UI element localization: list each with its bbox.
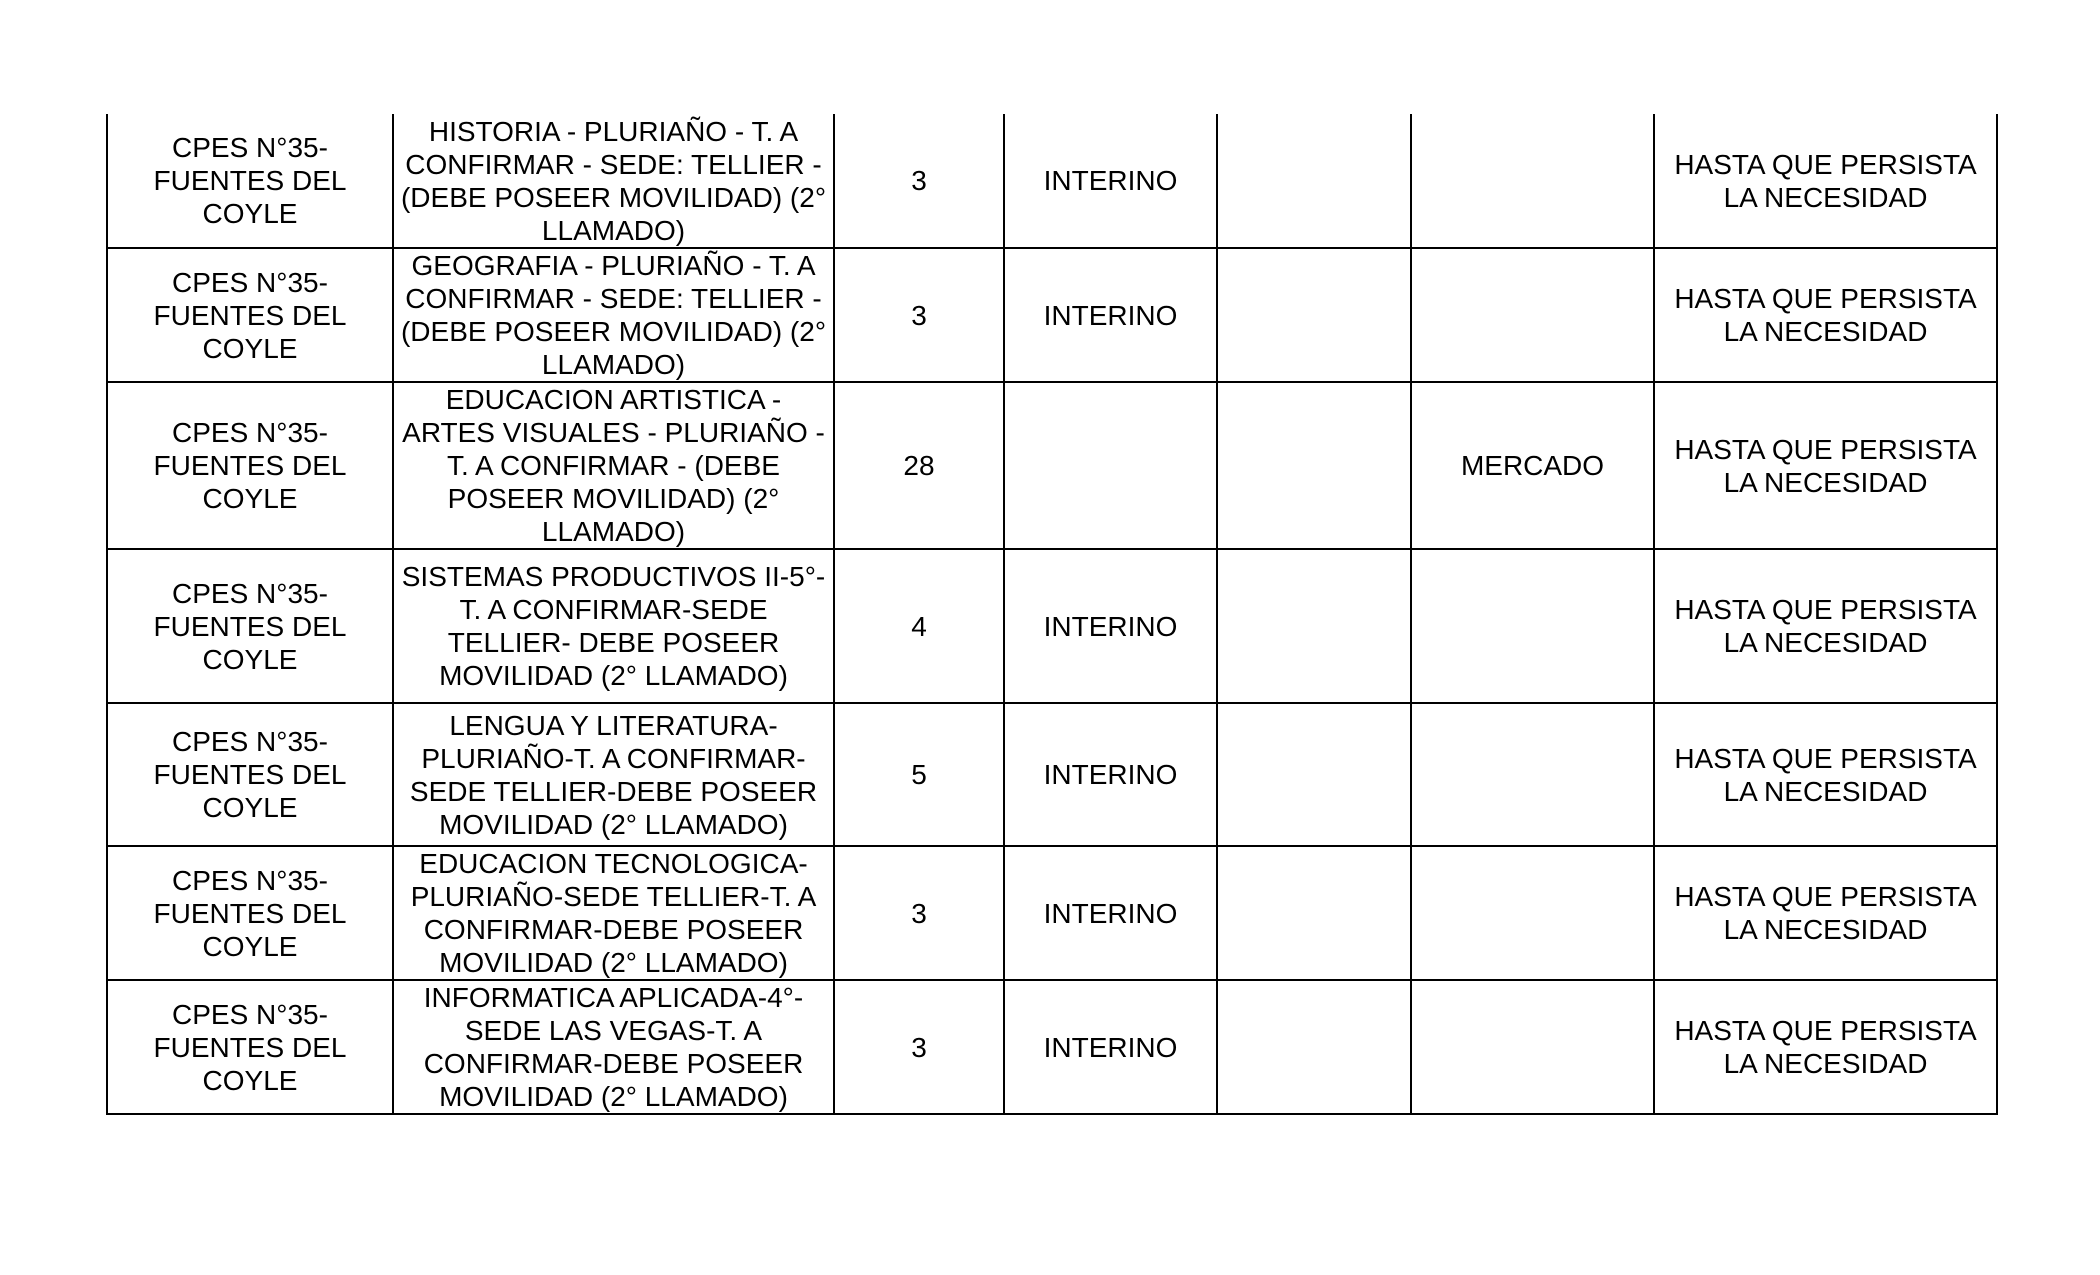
subject-cell: LENGUA Y LITERATURA- PLURIAÑO-T. A CONFIRMAR- SEDE TELLIER-DEBE POSEER MOVILIDAD (2° LLAMADO)	[393, 703, 834, 846]
subject-cell: EDUCACION ARTISTICA - ARTES VISUALES - PLURIAÑO - T. A CONFIRMAR - (DEBE POSEER MOVILIDAD) (2° LLAMADO)	[393, 382, 834, 549]
shift-cell	[1217, 703, 1411, 846]
extra-cell	[1411, 114, 1654, 248]
until-cell	[1654, 382, 1997, 549]
until-text: HASTA QUE PERSISTA LA NECESIDAD	[1674, 1015, 1977, 1079]
school-cell	[107, 248, 393, 382]
extra-cell	[1411, 703, 1654, 846]
shift-cell	[1217, 248, 1411, 382]
hours-cell: 4	[834, 549, 1004, 703]
school-text: CPES N°35- FUENTES DEL COYLE	[153, 266, 347, 364]
type-cell: INTERINO	[1004, 114, 1217, 248]
hours-cell: 3	[834, 248, 1004, 382]
type-cell: INTERINO	[1004, 846, 1217, 980]
shift-cell	[1217, 114, 1411, 248]
until-cell	[1654, 549, 1997, 703]
until-text: HASTA QUE PERSISTA LA NECESIDAD	[1674, 433, 1977, 498]
subject-cell: GEOGRAFIA - PLURIAÑO - T. A CONFIRMAR - SEDE: TELLIER - (DEBE POSEER MOVILIDAD) (2° LLAMADO)	[393, 248, 834, 382]
school-text: CPES N°35- FUENTES DEL COYLE	[153, 577, 347, 675]
type-cell: INTERINO	[1004, 248, 1217, 382]
until-cell	[1654, 980, 1997, 1114]
school-text: CPES N°35- FUENTES DEL COYLE	[153, 726, 347, 823]
hours-cell: 3	[834, 114, 1004, 248]
subject-cell: EDUCACION TECNOLOGICA- PLURIAÑO-SEDE TELLIER-T. A CONFIRMAR-DEBE POSEER MOVILIDAD (2° LLAMADO)	[393, 846, 834, 980]
extra-cell	[1411, 549, 1654, 703]
school-cell	[107, 703, 393, 846]
table-row	[107, 382, 1997, 549]
table-row	[107, 114, 1997, 248]
until-cell	[1654, 846, 1997, 980]
until-text: HASTA QUE PERSISTA LA NECESIDAD	[1674, 594, 1977, 658]
hours-cell: 3	[834, 846, 1004, 980]
shift-cell	[1217, 549, 1411, 703]
table-row	[107, 549, 1997, 703]
table-row	[107, 980, 1997, 1114]
until-cell	[1654, 114, 1997, 248]
until-text: HASTA QUE PERSISTA LA NECESIDAD	[1674, 881, 1977, 945]
type-cell: INTERINO	[1004, 703, 1217, 846]
shift-cell	[1217, 382, 1411, 549]
school-text: CPES N°35- FUENTES DEL COYLE	[153, 132, 347, 229]
school-text: CPES N°35- FUENTES DEL COYLE	[153, 417, 347, 514]
shift-cell	[1217, 980, 1411, 1114]
type-cell: INTERINO	[1004, 549, 1217, 703]
school-cell	[107, 382, 393, 549]
until-cell	[1654, 703, 1997, 846]
hours-cell: 5	[834, 703, 1004, 846]
table-row	[107, 248, 1997, 382]
type-cell: INTERINO	[1004, 980, 1217, 1114]
type-cell	[1004, 382, 1217, 549]
until-text: HASTA QUE PERSISTA LA NECESIDAD	[1674, 148, 1977, 213]
subject-cell: HISTORIA - PLURIAÑO - T. A CONFIRMAR - SEDE: TELLIER - (DEBE POSEER MOVILIDAD) (2° LLAMADO)	[393, 114, 834, 248]
school-cell	[107, 980, 393, 1114]
extra-cell: MERCADO	[1411, 382, 1654, 549]
school-cell	[107, 549, 393, 703]
vacancy-table	[106, 114, 1998, 1115]
extra-cell	[1411, 248, 1654, 382]
shift-cell	[1217, 846, 1411, 980]
extra-cell	[1411, 980, 1654, 1114]
hours-cell: 3	[834, 980, 1004, 1114]
table-row	[107, 846, 1997, 980]
extra-cell	[1411, 846, 1654, 980]
until-text: HASTA QUE PERSISTA LA NECESIDAD	[1674, 283, 1977, 347]
subject-cell: INFORMATICA APLICADA-4°- SEDE LAS VEGAS-T. A CONFIRMAR-DEBE POSEER MOVILIDAD (2° LLAMADO)	[393, 980, 834, 1114]
school-cell	[107, 114, 393, 248]
table-row	[107, 703, 1997, 846]
hours-cell: 28	[834, 382, 1004, 549]
until-text: HASTA QUE PERSISTA LA NECESIDAD	[1674, 742, 1977, 807]
school-text: CPES N°35- FUENTES DEL COYLE	[153, 864, 347, 962]
subject-cell: SISTEMAS PRODUCTIVOS II-5°- T. A CONFIRMAR-SEDE TELLIER- DEBE POSEER MOVILIDAD (2° LLAMADO)	[393, 549, 834, 703]
until-cell	[1654, 248, 1997, 382]
school-text: CPES N°35- FUENTES DEL COYLE	[153, 998, 347, 1096]
school-cell	[107, 846, 393, 980]
